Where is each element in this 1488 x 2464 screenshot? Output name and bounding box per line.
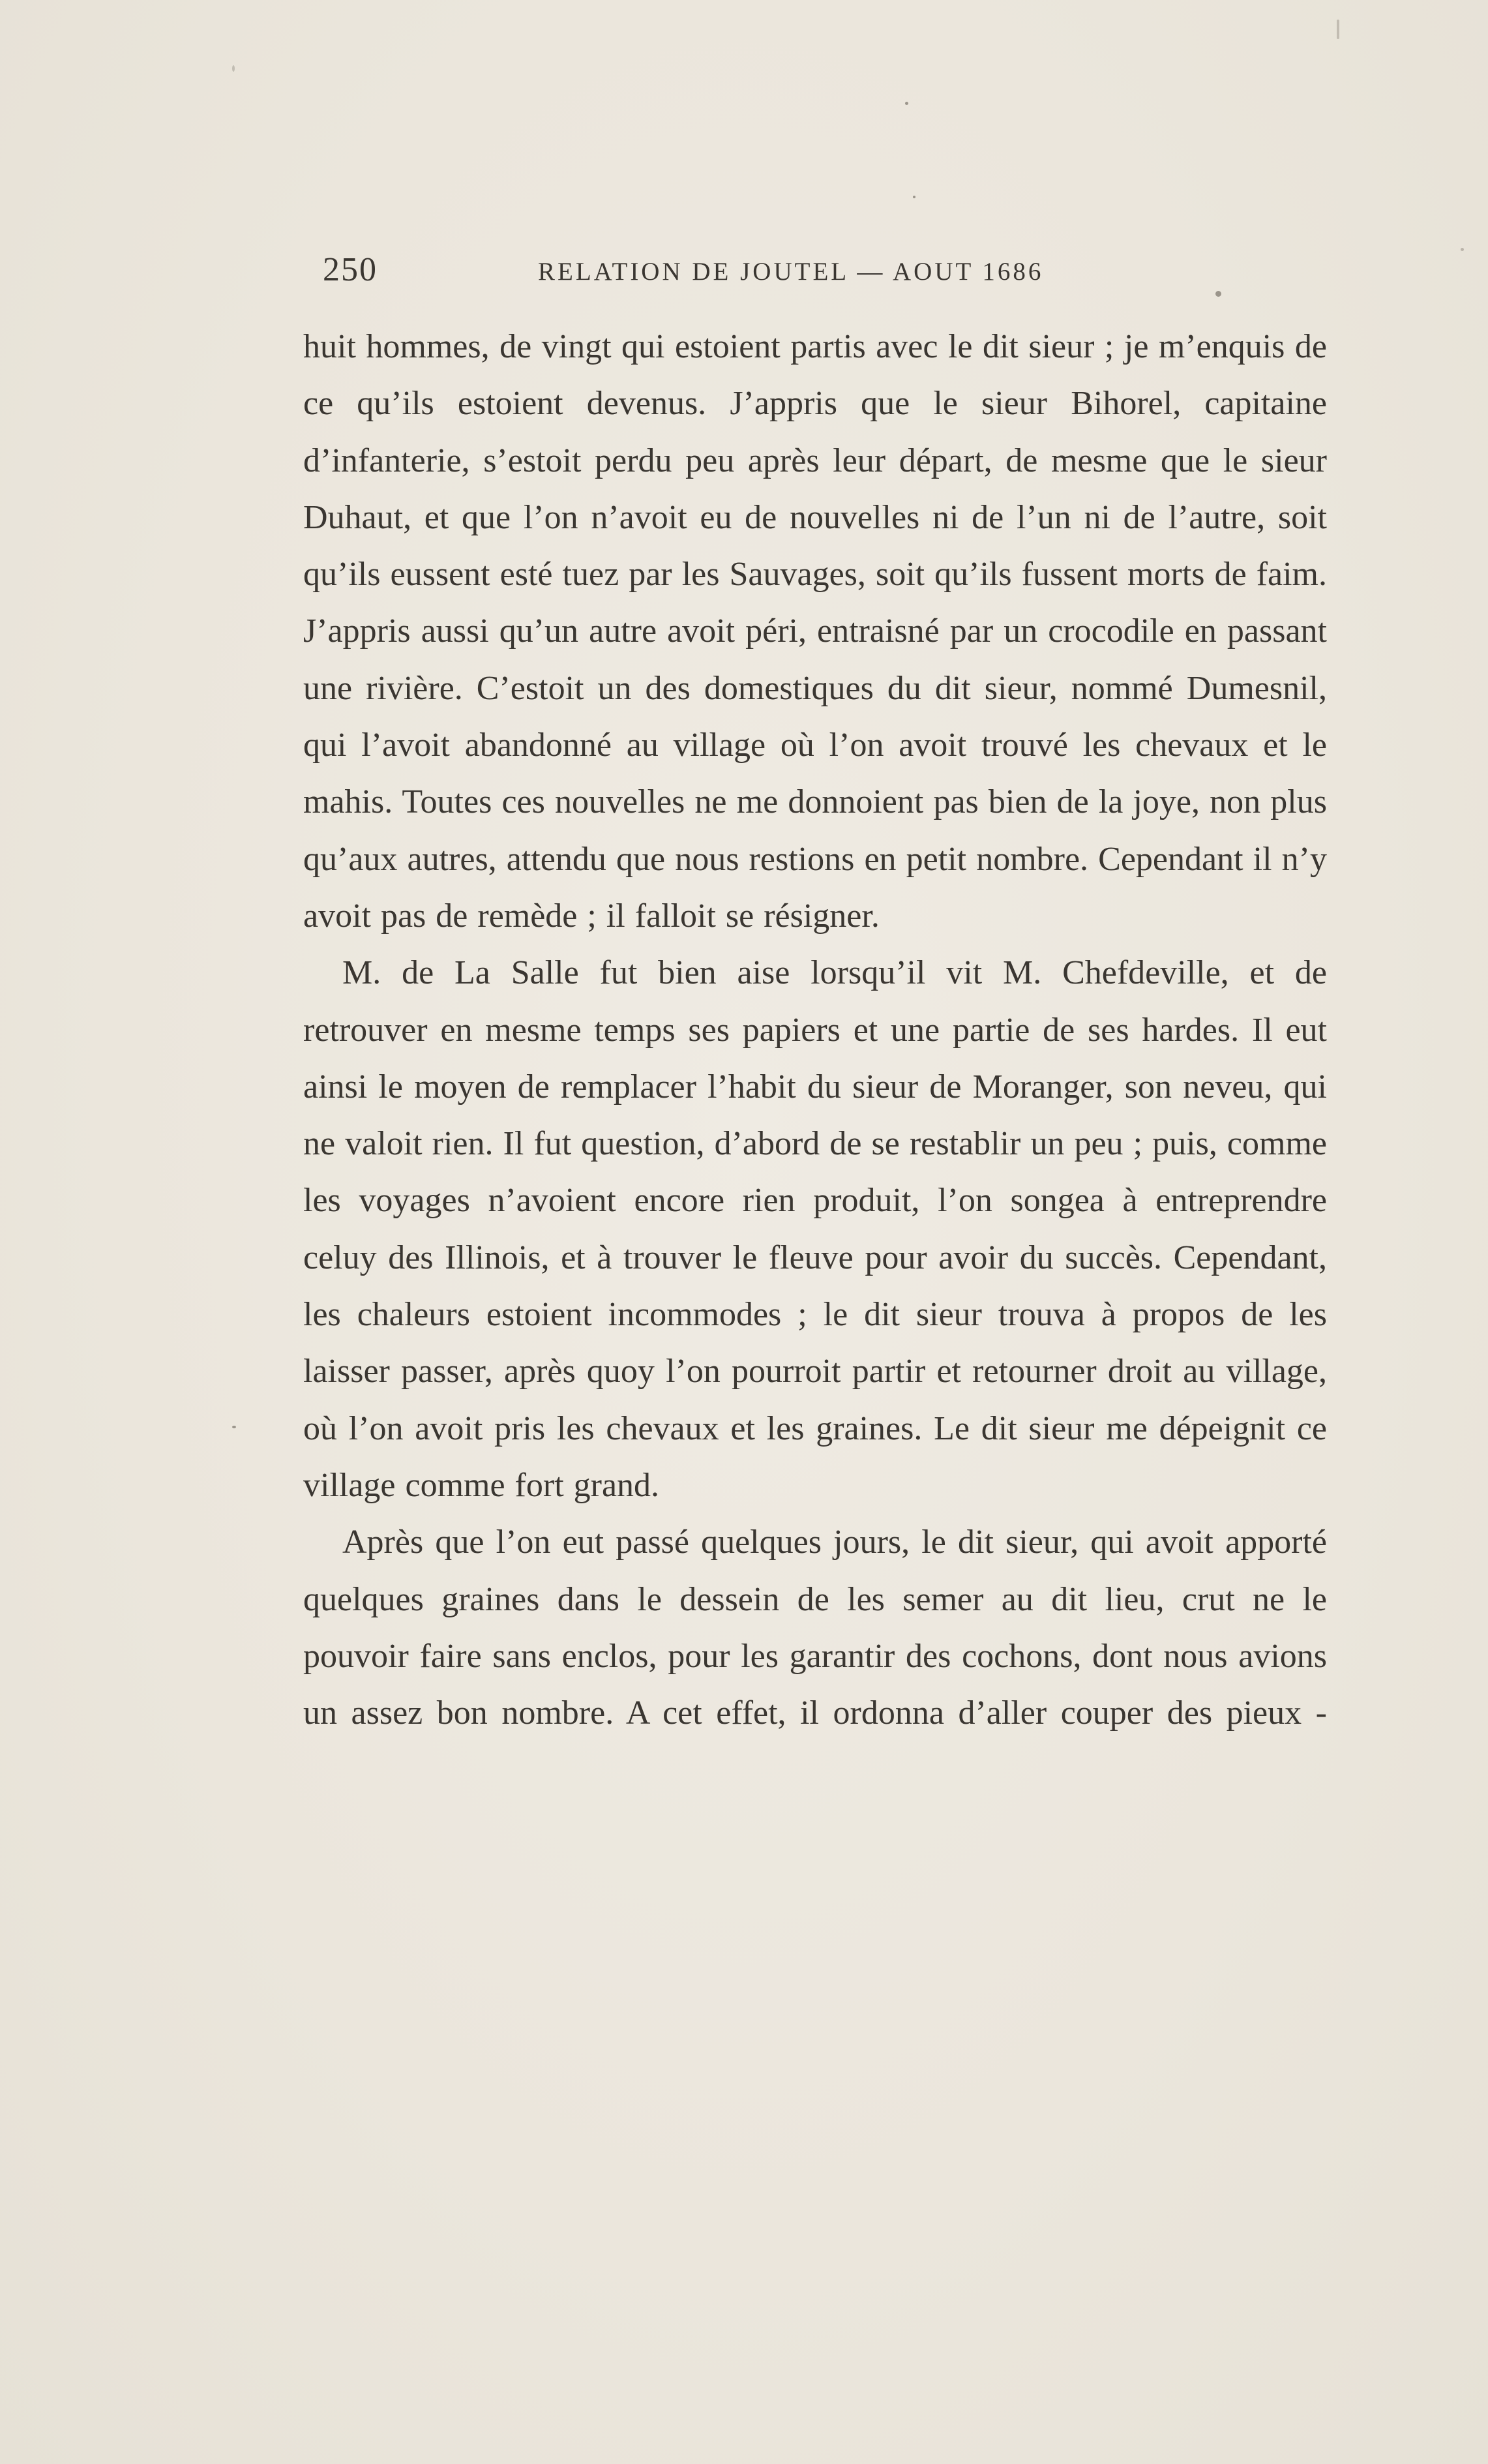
paragraph-2: M. de La Salle fut bien aise lorsqu’il vit M. Chefdeville, et de retrouver en mesme temps ses papiers et une partie de ses hardes. Il eut ainsi le moyen de remplacer l’habit du sieur de Moranger, son neveu, qui ne valoit rien. Il fut question, d’abord de se restablir un peu ; puis, comme les voyages n’avoient encore rien produit, l’on songea à entreprendre celuy des Illinois, et à trouver le fleuve pour avoir du succès. Cependant, les chaleurs estoient incommodes ; le dit sieur trouva à propos de les laisser passer, après quoy l’on pourroit partir et retourner droit au village, où l’on avoit pris les chevaux et les graines. Le dit sieur me dépeignit ce village comme fort grand. (303, 954, 1327, 1504)
page-header (303, 245, 1144, 291)
running-title: RELATION DE JOUTEL — AOUT 1686 (538, 258, 1044, 286)
paper-speck (1337, 20, 1339, 39)
paper-speck (913, 196, 915, 198)
body-text (303, 318, 1327, 1741)
page-number: 250 (323, 251, 378, 288)
paper-speck (232, 65, 235, 72)
paragraph-1: huit hommes, de vingt qui estoient partis avec le dit sieur ; je m’enquis de ce qu’ils estoient devenus. J’appris que le sieur Bihorel, capitaine d’infanterie, s’estoit perdu peu après leur départ, de mesme que le sieur Duhaut, et que l’on n’avoit eu de nouvelles ni de l’un ni de l’autre, soit qu’ils eussent esté tuez par les Sauvages, soit qu’ils fussent morts de faim. J’appris aussi qu’un autre avoit péri, entraisné par un crocodile en passant une rivière. C’estoit un des domestiques du dit sieur, nommé Dumesnil, qui l’avoit abandonné au village où l’on avoit trouvé les chevaux et le mahis. Toutes ces nouvelles ne me donnoient pas bien de la joye, non plus qu’aux autres, attendu que nous restions en petit nombre. Cependant il n’y avoit pas de remède ; il falloit se résigner. (303, 328, 1327, 935)
paper-speck (232, 1426, 236, 1428)
paper-speck (1215, 291, 1221, 297)
paper-speck (905, 102, 908, 105)
paragraph-3: Après que l’on eut passé quelques jours, le dit sieur, qui avoit apporté quelques graines dans le dessein de les semer au dit lieu, crut ne le pouvoir faire sans enclos, pour les garantir des cochons, dont nous avions un assez bon nombre. A cet effet, il ordonna d’aller couper des pieux - (303, 1524, 1327, 1732)
paper-speck (1461, 248, 1464, 251)
